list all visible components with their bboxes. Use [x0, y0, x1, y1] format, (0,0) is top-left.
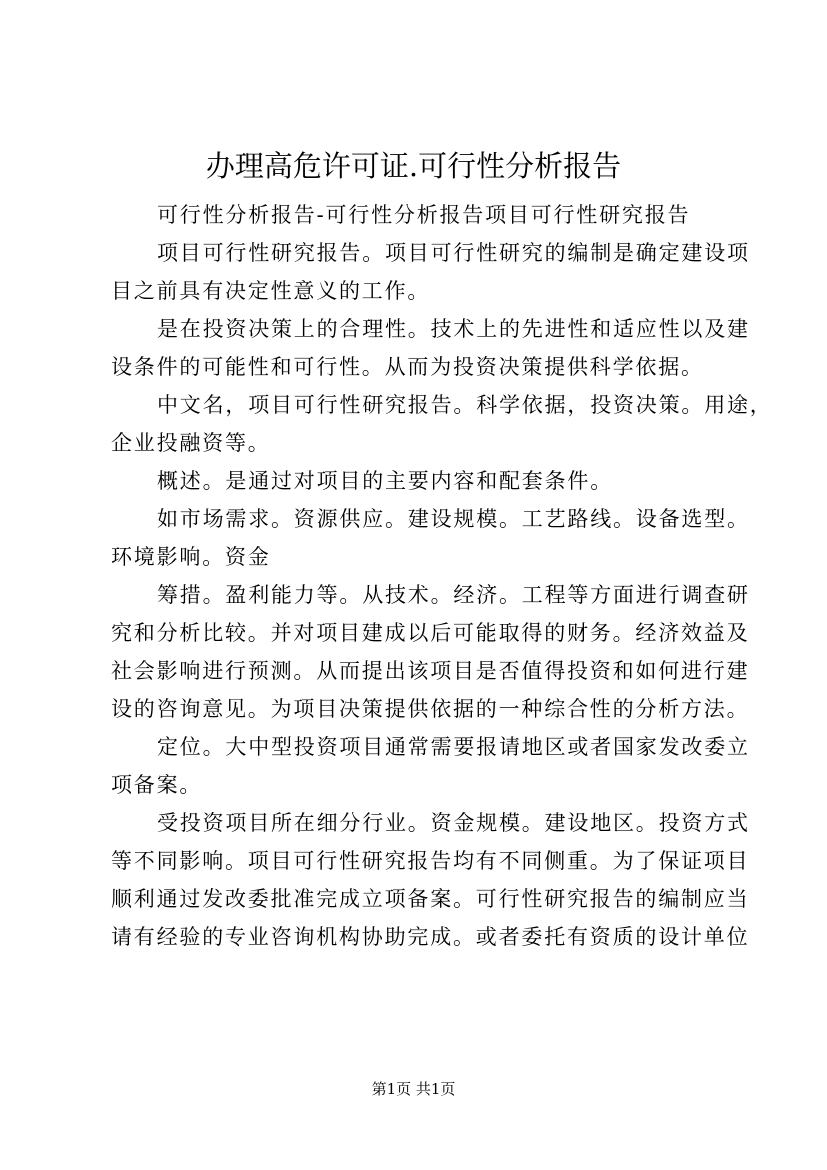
text-line: 设条件的可能性和可行性。从而为投资决策提供科学依据。 — [111, 355, 704, 379]
text-line: 项备案。 — [111, 773, 203, 797]
text-line: 受投资项目所在细分行业。资金规模。建设地区。投资方式 — [157, 811, 750, 835]
text-line: 项目可行性研究报告。项目可行性研究的编制是确定建设项 — [157, 241, 750, 265]
text-line: 顺利通过发改委批准完成立项备案。可行性研究报告的编制应当 — [111, 887, 750, 911]
page-footer: 第1页 共1页 — [371, 1080, 456, 1098]
text-line: 企业投融资等。 — [111, 431, 271, 455]
text-line: 可行性分析报告-可行性分析报告项目可行性研究报告 — [157, 203, 691, 227]
text-line: 环境影响。资金 — [111, 545, 271, 569]
text-line: 中文名，项目可行性研究报告。科学依据，投资决策。用途， — [157, 393, 773, 417]
text-line: 筹措。盈利能力等。从技术。经济。工程等方面进行调查研 — [157, 583, 750, 607]
text-line: 如市场需求。资源供应。建设规模。工艺路线。设备选型。 — [157, 507, 750, 531]
text-line: 社会影响进行预测。从而提出该项目是否值得投资和如何进行建 — [111, 659, 750, 683]
document-body — [111, 196, 773, 956]
document-title: 办理高危许可证.可行性分析报告 — [205, 149, 622, 183]
text-line: 请有经验的专业咨询机构协助完成。或者委托有资质的设计单位 — [111, 925, 750, 949]
text-line: 究和分析比较。并对项目建成以后可能取得的财务。经济效益及 — [111, 621, 750, 645]
text-line: 是在投资决策上的合理性。技术上的先进性和适应性以及建 — [157, 317, 750, 341]
text-line: 设的咨询意见。为项目决策提供依据的一种综合性的分析方法。 — [111, 697, 750, 721]
text-line: 定位。大中型投资项目通常需要报请地区或者国家发改委立 — [157, 735, 750, 759]
text-line: 等不同影响。项目可行性研究报告均有不同侧重。为了保证项目 — [111, 849, 750, 873]
text-line: 概述。是通过对项目的主要内容和配套条件。 — [157, 469, 613, 493]
text-line: 目之前具有决定性意义的工作。 — [111, 279, 431, 303]
